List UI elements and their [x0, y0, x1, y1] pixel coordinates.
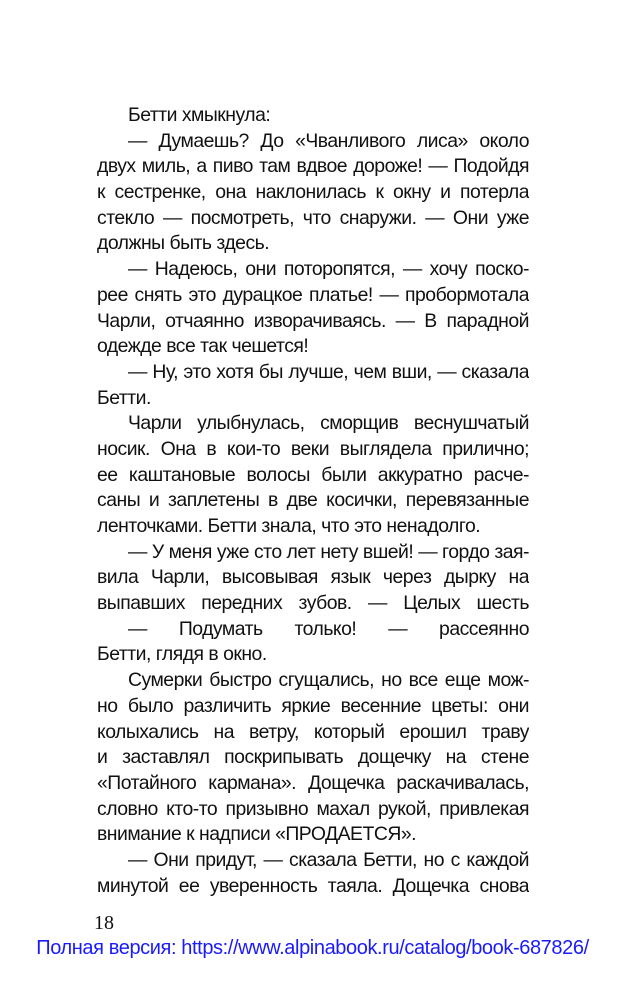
text-line: — Ну, это хотя бы лучше, чем вши, — сказала	[128, 360, 529, 383]
text-line: должны быть здесь.	[97, 232, 270, 255]
text-line: к сестренке, она наклонилась к окну и потерла	[97, 181, 529, 204]
text-line: Сумерки быстро сгущались, но все еще мож-	[128, 669, 529, 692]
text-line: носик. Она в кои-то веки выглядела прилично;	[97, 437, 529, 460]
text-line: саны и заплетены в две косички, перевязанные	[97, 489, 529, 512]
text-line: Чарли, отчаянно изворачиваясь. — В парадной	[97, 309, 529, 332]
text-line: выпавших передних зубов. — Целых шесть	[97, 592, 529, 615]
text-line: двух миль, а пиво там вдвое дороже! — Подойдя	[97, 155, 529, 178]
text-line: — Подумать только! — рассеянно	[128, 617, 529, 640]
full-version-link[interactable]: Полная версия: https://www.alpinabook.ru/catalog/book-687826/	[36, 937, 589, 959]
text-line: — Думаешь? До «Чванливого лиса» около	[128, 129, 529, 152]
text-line: Бетти.	[97, 386, 151, 409]
body-text	[97, 103, 529, 899]
text-line: колыхались на ветру, который ерошил траву	[97, 720, 529, 743]
text-line: — Они придут, — сказала Бетти, но с каждой	[128, 848, 529, 871]
page-number: 18	[94, 912, 114, 934]
text-line: одежде все так чешется!	[97, 335, 309, 358]
text-line: Бетти, глядя в окно.	[97, 643, 267, 666]
text-line: словно кто-то призывно махал рукой, привлекая	[97, 797, 529, 820]
text-line: — У меня уже сто лет нету вшей! — гордо зая-	[128, 540, 529, 563]
text-line: минутой ее уверенность таяла. Дощечка снова	[97, 874, 529, 897]
text-line: «Потайного кармана». Дощечка раскачивалась,	[97, 771, 529, 794]
text-line: — Надеюсь, они поторопятся, — хочу поско-	[128, 258, 529, 281]
text-line: ее каштановые волосы были аккуратно расче-	[97, 463, 529, 486]
text-line: стекло — посмотреть, что снаружи. — Они уже	[97, 206, 529, 229]
text-line: вила Чарли, высовывая язык через дырку на	[97, 566, 529, 589]
text-line: и заставлял поскрипывать дощечку на стене	[97, 746, 529, 769]
text-line: внимание к надписи «ПРОДАЕТСЯ».	[97, 823, 416, 846]
text-line: но было различить яркие весенние цветы: они	[97, 694, 529, 717]
text-line: рее снять это дурацкое платье! — пробормотала	[97, 283, 529, 306]
text-line: Чарли улыбнулась, сморщив веснушчатый	[128, 412, 529, 435]
text-line: Бетти хмыкнула:	[128, 104, 271, 126]
text-line: ленточками. Бетти знала, что это ненадолго.	[97, 515, 481, 537]
